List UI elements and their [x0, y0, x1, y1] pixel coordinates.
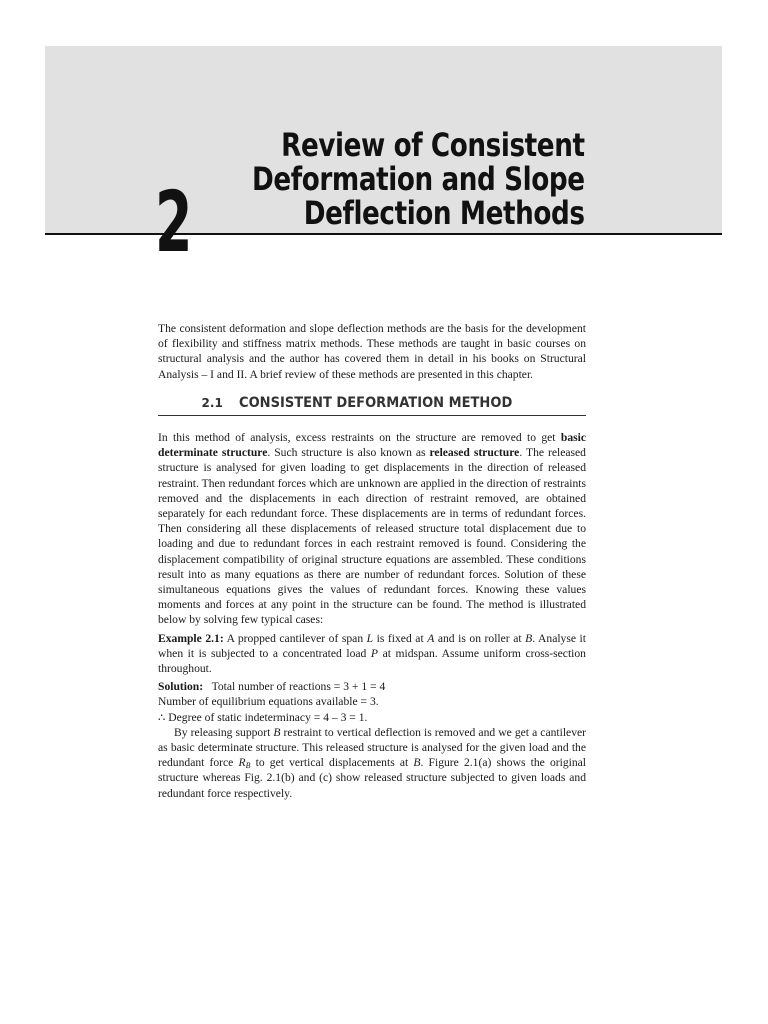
section-title: CONSISTENT DEFORMATION METHOD — [238, 394, 513, 411]
section-heading — [158, 396, 586, 416]
chapter-title-line-2: Deformation and Slope — [252, 160, 585, 198]
term-released-structure: released structure — [429, 446, 520, 460]
chapter-header-rule — [45, 233, 722, 235]
chapter-title-line-3: Deflection Methods — [304, 194, 585, 232]
chapter-title — [179, 128, 585, 230]
example-paragraph: Example 2.1: A propped cantilever of span L is fixed at A and is on roller at B. Analyse it when it is subjected to a concentrated load P at midspan. Assume uniform cross-section throughout. — [158, 631, 586, 676]
solution-label: Solution: — [158, 680, 204, 694]
release-paragraph: By releasing support B restraint to vertical deflection is removed and we get a cantilever as basic determinate structure. This released structure is analysed for the given load and the redundant force $R_B$ to get vertical displacements at B. Figure 2.1(a) shows the original structure whereas Fig. 2.1(b) and (c) show released structure subjected to given loads and redundant force respectively. — [158, 725, 586, 800]
section-number: 2.1 — [201, 395, 223, 410]
page-body — [158, 321, 586, 801]
chapter-title-line-1: Review of Consistent — [281, 126, 585, 164]
chapter-number: 2 — [155, 173, 193, 271]
solution-line-2: Number of equilibrium equations available = 3. — [158, 695, 379, 709]
solution-line-3: ∴ Degree of static indeterminacy = 4 – 3 = 1. — [158, 710, 368, 724]
example-label: Example 2.1: — [158, 631, 224, 645]
method-paragraph: In this method of analysis, excess restraints on the structure are removed to get basic determinate structure. Such structure is also known as released structure. The released structure is analysed for given loading to get displacements in the direction of released restraint. Then redundant forces which are unknown are applied in the direction of restraints removed and the displacements in each direction of restraint removed, are obtained separately for each redundant force. These displacements are in terms of redundant forces. Then considering all these displacements of released structure total displacement due to loading and due to redundant forces in each restraint removed is found. Considering the displacement compatibility of original structure equations are assembled. These conditions result into as many equations as there are number of redundant forces. Solution of these simultaneous equations gives the values of redundant forces. Knowing these values moments and forces at any point in the structure can be found. The method is illustrated below by solving few typical cases: — [158, 431, 586, 627]
term-basic-determinate-structure: basic determinate structure — [158, 431, 586, 460]
solution-line-1: Solution: Total number of reactions = 3 + 1 = 4 — [158, 680, 386, 694]
intro-paragraph: The consistent deformation and slope deflection methods are the basis for the development of flexibility and stiffness matrix methods. These methods are taught in basic courses on structural analysis and the author has covered them in detail in his books on Structural Analysis – I and II. A brief review of these methods are presented in this chapter. — [158, 322, 586, 381]
